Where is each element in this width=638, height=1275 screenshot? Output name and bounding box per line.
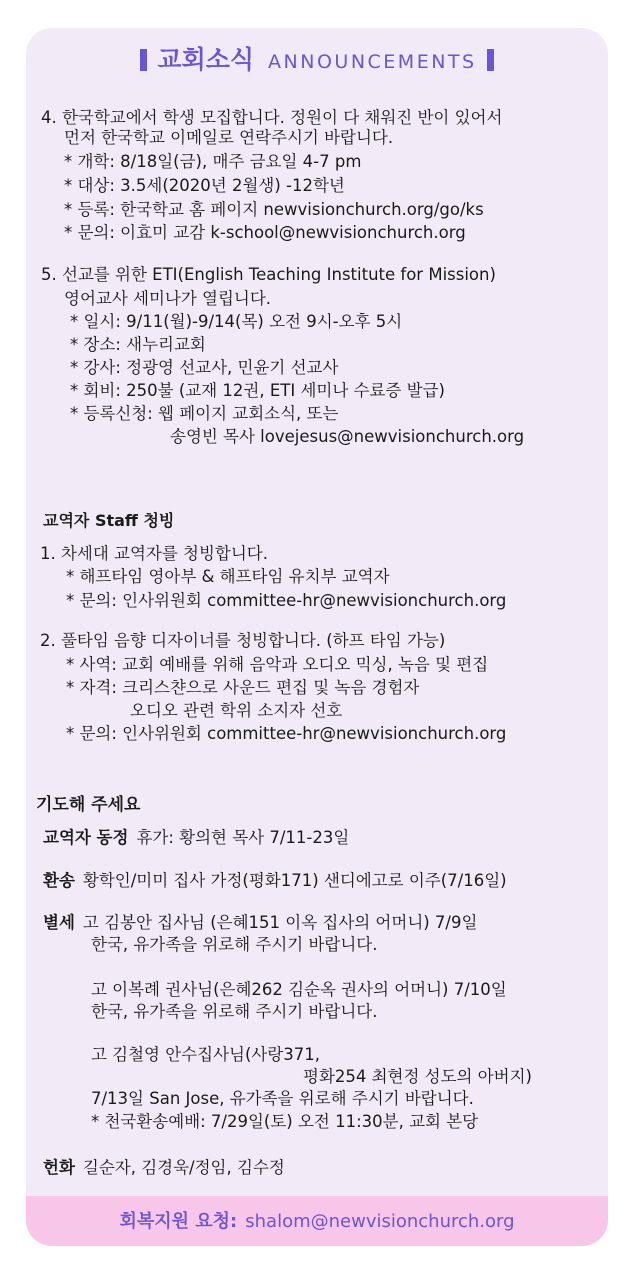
prayer-passing-label: 별세	[43, 913, 75, 932]
item4-line: 4. 한국학교에서 학생 모집합니다. 정원이 다 채워진 반이 있어서	[41, 108, 503, 127]
staff-item2-line: * 사역: 교회 예배를 위해 음악과 오디오 믹싱, 녹음 및 편집	[66, 655, 489, 674]
item5-line: * 등록신청: 웹 페이지 교회소식, 또는	[70, 404, 339, 423]
prayer-passing-line: 고 김철영 안수집사님(사랑371,	[91, 1045, 320, 1064]
item5-line: * 장소: 새누리교회	[70, 335, 206, 354]
prayer-offering-label: 헌화	[43, 1158, 75, 1177]
prayer-passing-line: * 천국환송예배: 7/29일(토) 오전 11:30분, 교회 본당	[91, 1112, 479, 1131]
staff-item1-line: * 해프타임 영아부 & 해프타임 유치부 교역자	[66, 567, 390, 586]
prayer-passing-line: 평화254 최현정 성도의 아버지)	[303, 1067, 532, 1086]
header-bar-left	[140, 49, 147, 71]
item4-line: * 개학: 8/18일(금), 매주 금요일 4-7 pm	[64, 152, 362, 171]
prayer-passing-row	[43, 913, 477, 933]
prayer-passing-line: 한국, 유가족을 위로해 주시기 바랍니다.	[91, 1002, 378, 1021]
prayer-return-row	[43, 871, 507, 891]
item5-line: * 일시: 9/11(월)-9/14(목) 오전 9시-오후 5시	[70, 312, 403, 331]
announcements-header	[26, 40, 608, 76]
header-bar-right	[487, 49, 494, 71]
item4-line: * 등록: 한국학교 홈 페이지 newvisionchurch.org/go/ks	[64, 200, 484, 219]
item5-line: * 강사: 정광영 선교사, 민윤기 선교사	[70, 358, 339, 377]
staff-item2-line: * 문의: 인사위원회 committee-hr@newvisionchurch.org	[66, 724, 507, 743]
prayer-return-label: 환송	[43, 871, 75, 890]
staff-item1-line: 1. 차세대 교역자를 청빙합니다.	[40, 544, 268, 563]
item4-line: * 문의: 이효미 교감 k-school@newvisionchurch.org	[64, 223, 466, 242]
item5-line: 송영빈 목사 lovejesus@newvisionchurch.org	[170, 427, 525, 446]
prayer-passing-line: 한국, 유가족을 위로해 주시기 바랍니다.	[91, 935, 378, 954]
item5-line: * 회비: 250불 (교재 12권, ETI 세미나 수료증 발급)	[70, 381, 445, 400]
item4-line: 먼저 한국학교 이메일로 연락주시기 바랍니다.	[64, 128, 394, 147]
item5-line: 5. 선교를 위한 ETI(English Teaching Institute for Mission)	[41, 265, 496, 284]
prayer-staff-label: 교역자 동정	[43, 828, 129, 847]
footer-label: 회복지원 요청:	[119, 1211, 238, 1232]
prayer-return-text: 황학인/미미 집사 가정(평화171) 샌디에고로 이주(7/16일)	[82, 871, 507, 890]
staff-item2-line: 오디오 관련 학위 소지자 선호	[130, 701, 343, 720]
prayer-staff-row	[43, 828, 349, 848]
prayer-staff-text: 휴가: 황의현 목사 7/11-23일	[136, 828, 350, 847]
prayer-passing-line: 7/13일 San Jose, 유가족을 위로해 주시기 바랍니다.	[91, 1089, 474, 1108]
prayer-offering-row	[43, 1158, 285, 1178]
staff-item1-line: * 문의: 인사위원회 committee-hr@newvisionchurch.org	[66, 591, 507, 610]
item5-line: 영어교사 세미나가 열립니다.	[64, 289, 272, 308]
staff-item2-line: * 자격: 크리스챤으로 사운드 편집 및 녹음 경험자	[66, 678, 420, 697]
prayer-offering-text: 길순자, 김경욱/정임, 김수정	[82, 1158, 285, 1177]
staff-item2-line: 2. 풀타임 음향 디자이너를 청빙합니다. (하프 타임 가능)	[40, 631, 446, 650]
prayer-passing-line: 고 김봉안 집사님 (은혜151 이옥 집사의 어머니) 7/9일	[82, 913, 478, 932]
item4-line: * 대상: 3.5세(2020년 2월생) -12학년	[64, 176, 345, 195]
prayer-passing-line: 고 이복례 권사님(은혜262 김순옥 권사의 어머니) 7/10일	[91, 980, 507, 999]
header-title-ko: 교회소식	[157, 45, 255, 74]
announcements-panel	[26, 28, 608, 1246]
footer-banner	[26, 1196, 608, 1246]
staff-section-title: 교역자 Staff 청빙	[43, 511, 175, 530]
footer-email-link[interactable]: shalom@newvisionchurch.org	[245, 1211, 515, 1232]
header-title-en: ANNOUNCEMENTS	[268, 51, 477, 73]
prayer-section-title: 기도해 주세요	[36, 795, 141, 815]
